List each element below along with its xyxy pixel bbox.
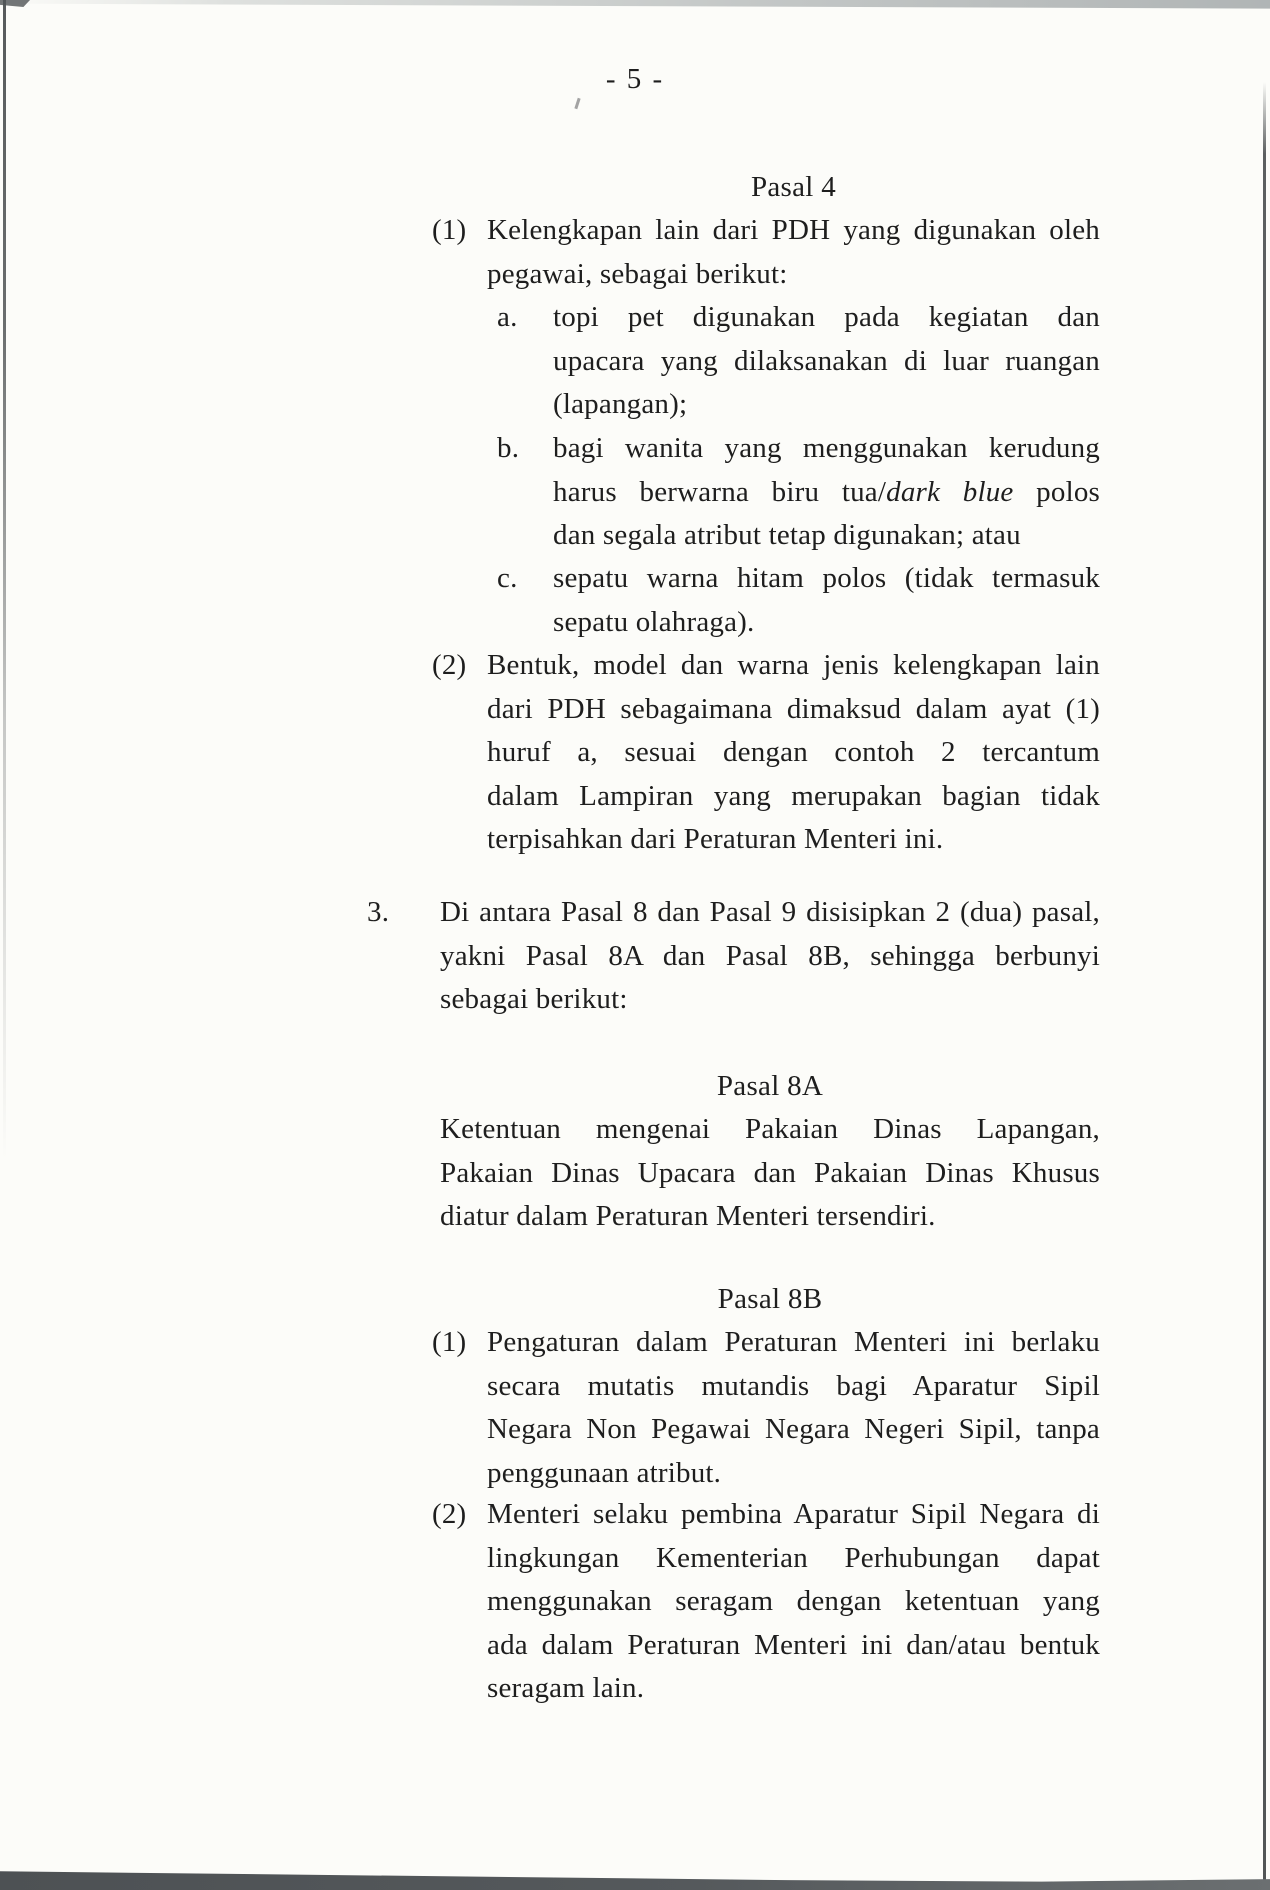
text-line: Menteri selaku pembina Aparatur Sipil Negara di	[487, 1498, 1100, 1530]
text-segment: polos	[1013, 475, 1101, 508]
text-line: dari PDH sebagaimana dimaksud dalam ayat (1)	[487, 692, 1100, 725]
text-line: Negara Non Pegawai Negara Negeri Sipil, tanpa	[487, 1413, 1100, 1445]
list-marker: 3.	[367, 896, 390, 928]
text-line: Bentuk, model dan warna jenis kelengkapan lain	[487, 649, 1100, 681]
text-line: Di antara Pasal 8 dan Pasal 9 disisipkan 2 (dua) pasal,	[440, 896, 1100, 928]
scan-edge-bottom	[0, 1864, 1270, 1890]
page-number-label: - 5 -	[605, 63, 665, 95]
text-line: Ketentuan mengenai Pakaian Dinas Lapangan,	[440, 1113, 1100, 1145]
heading-text: Pasal 8A	[716, 1070, 824, 1102]
list-marker: b.	[497, 432, 520, 464]
list-marker: (1)	[432, 214, 467, 246]
text-line: (lapangan);	[553, 388, 688, 420]
list-marker: c.	[497, 562, 518, 594]
text-line: topi pet digunakan pada kegiatan dan	[553, 301, 1100, 333]
text-line: dalam Lampiran yang merupakan bagian tidak	[487, 779, 1100, 812]
text-line: Kelengkapan lain dari PDH yang digunakan oleh	[487, 214, 1100, 246]
list-item-item3	[367, 891, 1100, 1022]
text-line: Pakaian Dinas Upacara dan Pakaian Dinas Khusus	[440, 1156, 1100, 1189]
list-marker: (2)	[432, 649, 467, 681]
text-line: yakni Pasal 8A dan Pasal 8B, sehingga berbunyi	[440, 939, 1100, 972]
text-line: sebagai berikut:	[440, 983, 628, 1015]
text-line: lingkungan Kementerian Perhubungan dapat	[487, 1541, 1100, 1574]
text-line: sepatu olahraga).	[553, 605, 755, 638]
list-item-p4-item1a	[497, 296, 1100, 427]
list-item-p4-item1c	[497, 557, 1100, 644]
text-line: menggunakan seragam dengan ketentuan yang	[487, 1585, 1100, 1617]
page-number	[0, 58, 1270, 102]
list-item-p4-item1b	[497, 427, 1101, 558]
section-heading-pasal8a-heading	[440, 1065, 1100, 1109]
text-line: Pengaturan dalam Peraturan Menteri ini berlaku	[487, 1326, 1100, 1358]
text-line: penggunaan atribut.	[487, 1456, 722, 1489]
text-line: pegawai, sebagai berikut:	[487, 257, 788, 290]
scan-edge-top	[0, 0, 1270, 14]
list-marker: a.	[497, 301, 518, 333]
section-heading-pasal8b-heading	[440, 1278, 1100, 1322]
heading-text: Pasal 8B	[717, 1283, 823, 1315]
text-line: seragam lain.	[487, 1672, 645, 1704]
list-item-p8b-item2	[432, 1493, 1100, 1711]
list-item-p4-item2	[432, 644, 1100, 862]
list-marker: (2)	[432, 1498, 467, 1530]
text-line: terpisahkan dari Peraturan Menteri ini.	[487, 823, 944, 855]
text-line: dan segala atribut tetap digunakan; atau	[553, 519, 1021, 551]
heading-text: Pasal 4	[750, 171, 837, 203]
text-line: diatur dalam Peraturan Menteri tersendiri.	[440, 1200, 936, 1232]
text-line: upacara yang dilaksanakan di luar ruangan	[553, 344, 1100, 377]
list-item-p4-item1	[432, 209, 1100, 296]
text-line: sepatu warna hitam polos (tidak termasuk	[553, 562, 1100, 594]
text-line	[553, 471, 1100, 515]
text-line: ada dalam Peraturan Menteri ini dan/atau bentuk	[487, 1628, 1100, 1661]
scan-edge-left	[3, 0, 6, 1160]
text-line: huruf a, sesuai dengan contoh 2 tercantum	[487, 736, 1100, 768]
scan-edge-right	[1263, 82, 1266, 1882]
text-line: bagi wanita yang menggunakan kerudung	[553, 432, 1100, 464]
italic-text: dark blue	[886, 475, 1014, 508]
list-item-p8b-item1	[432, 1321, 1100, 1495]
paragraph-pasal8a-para	[440, 1108, 1100, 1239]
list-marker: (1)	[432, 1326, 467, 1358]
text-segment: harus berwarna biru tua/	[553, 475, 887, 508]
section-heading-pasal4-heading	[487, 166, 1100, 210]
text-line: secara mutatis mutandis bagi Aparatur Sipil	[487, 1369, 1100, 1402]
